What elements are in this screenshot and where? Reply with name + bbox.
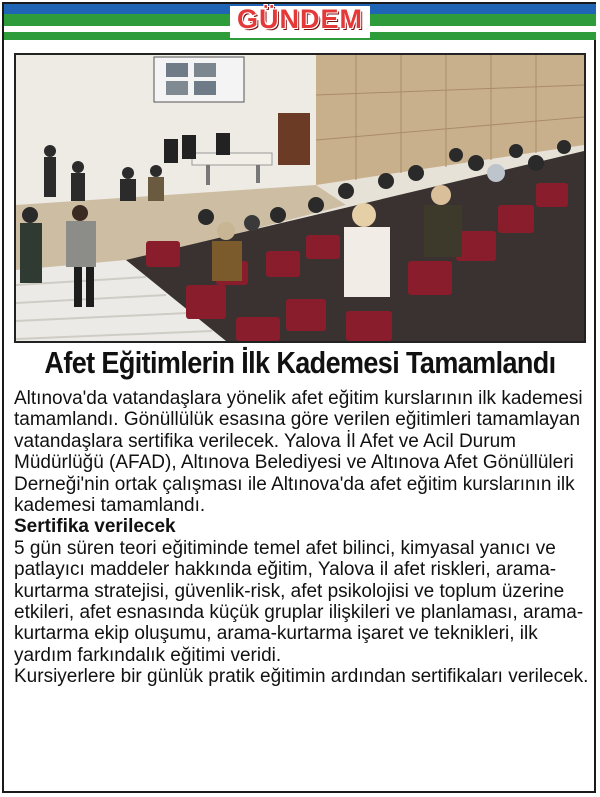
article-paragraph: 5 gün süren teori eğitiminde temel afet bilinci, kimyasal yanıcı ve patlayıcı maddeler hakkında eğitim, Yalova il afet riskleri, arama-kurtarma stratejisi, güvenlik-risk, afet psikolojisi ve toplum üzerine etkileri, afet esnasında küçük gruplar ilişkileri ve planlaması, arama-kurtarma ekip oluşumu, arama-kurtarma işaret ve teknikleri, ilk yardım farkındalık eğitimi veridi. (14, 537, 584, 666)
article-headline: Afet Eğitimlerin İlk Kademesi Tamamlandı (44, 346, 556, 380)
article-paragraph: Kursiyerlere bir günlük pratik eğitimin ardından sertifikaları verilecek. (14, 666, 589, 688)
article-subheading: Sertifika verilecek (14, 516, 176, 538)
article-photo (14, 53, 586, 343)
article-paragraph: Altınova'da vatandaşlara yönelik afet eğitim kurslarının ilk kademesi tamamlandı. Gönüllülük esasına göre verilen eğitimleri tamamlayan vatandaşlara sertifika verilecek. Yalova İl Afet ve Acil Durum Müdürlüğü (AFAD), Altınova Belediyesi ve Altınova Afet Gönüllüleri Derneği'nin ortak çalışması ile Altınova'da afet eğitim kurslarının ilk kademesi tamamlandı. (14, 388, 583, 517)
article-body (14, 388, 590, 688)
section-logo: GÜNDEM (237, 4, 363, 34)
